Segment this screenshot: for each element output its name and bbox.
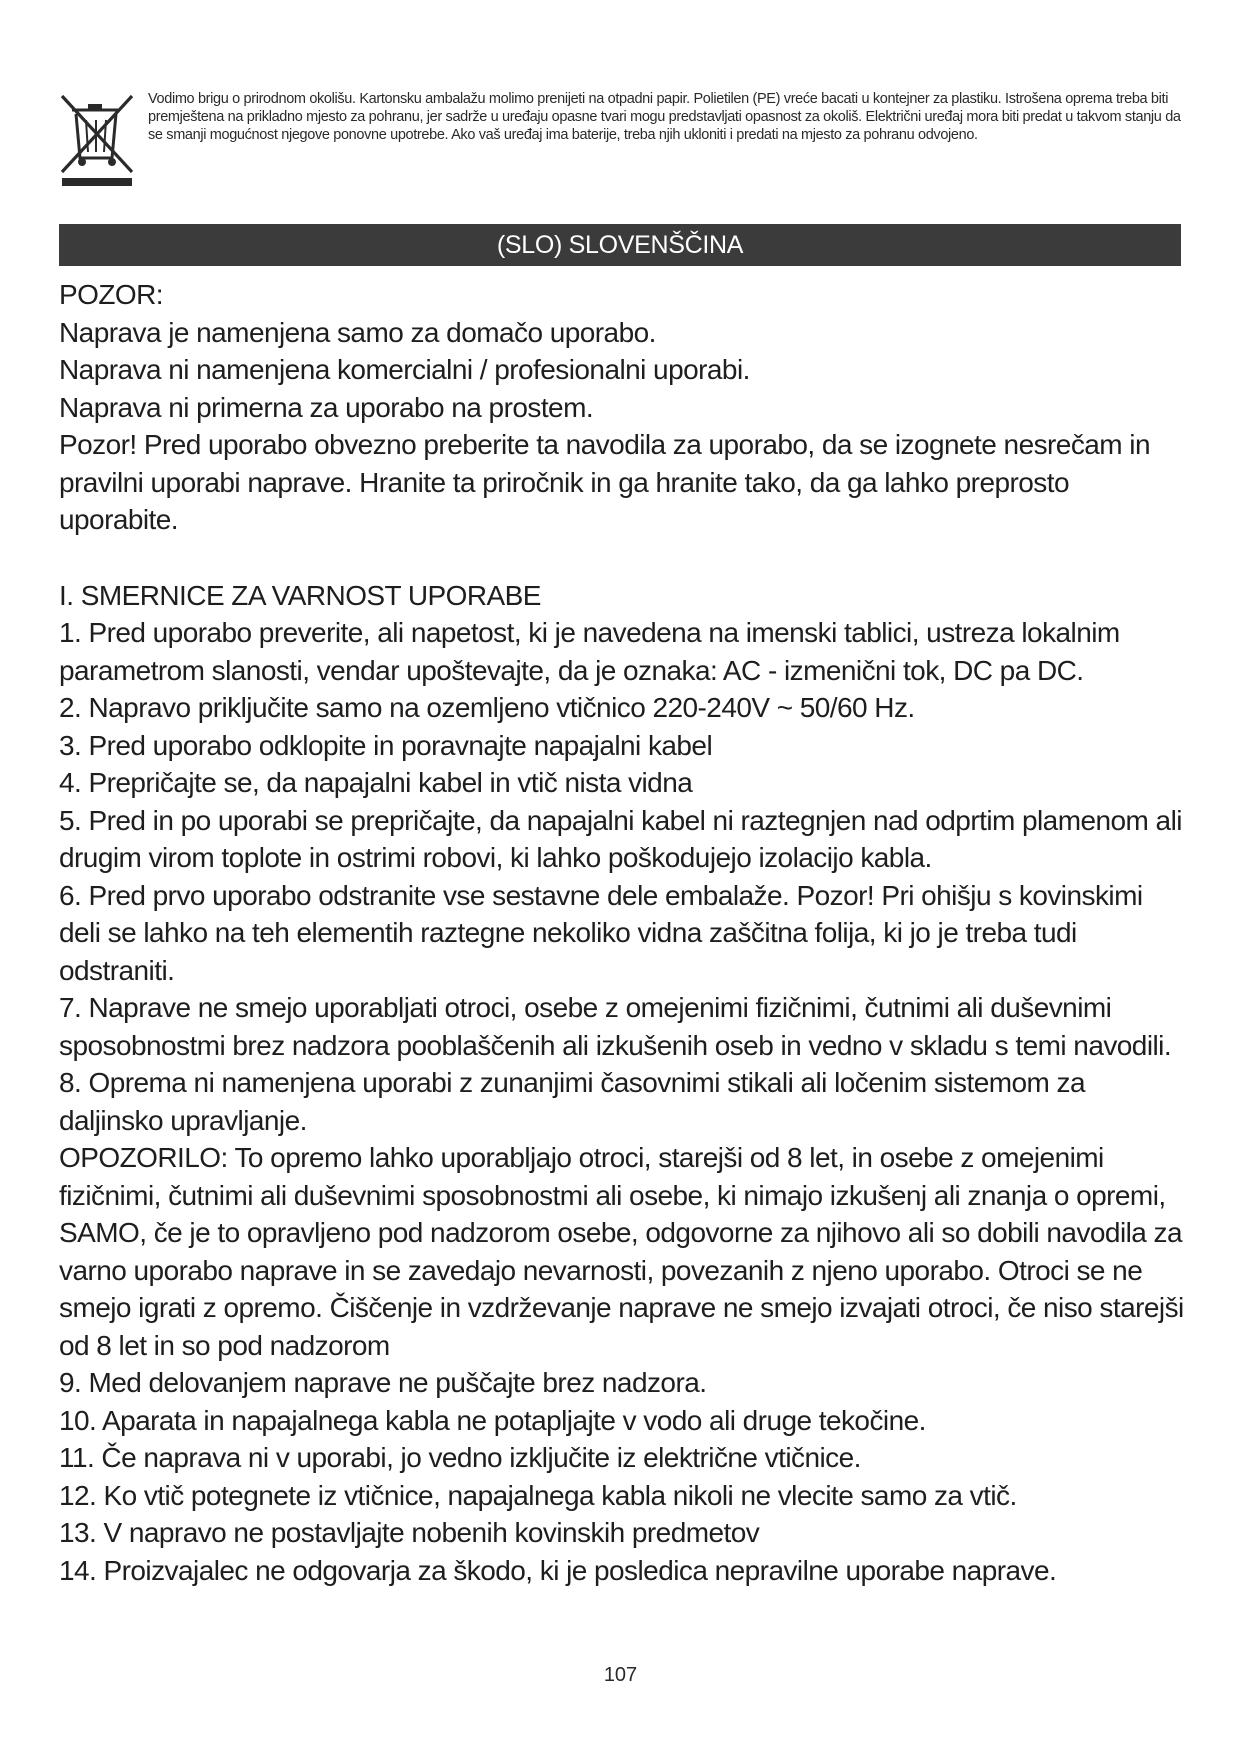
safety-item: 4. Prepričajte se, da napajalni kabel in vtič nista vidna: [59, 767, 693, 798]
intro-line: Naprava ni primerna za uporabo na prostem.: [59, 391, 594, 423]
recycling-notice-text: Vodimo brigu o prirodnom okolišu. Kartonsku ambalažu molimo prenijeti na otpadni papir. Polietilen (PE) vreće bacati u kontejner za plastiku. Istrošena oprema treba biti premještena na prikladno mjesto za pohranu, jer sadrže u uređaju opasne tvari mogu predstavljati opasnost za okoliš. Električni uređaj mora biti predat u takvom stanju da se smanji mogućnost njegove ponovne upotrebe. Ako vaš uređaj ima baterije, treba njih ukloniti i predati na mjesto za pohranu odvojeno.: [148, 91, 1181, 143]
crossed-out-wheelie-bin-icon: [58, 90, 136, 188]
safety-item: 12. Ko vtič potegnete iz vtičnice, napajalnega kabla nikoli ne vlecite samo za vtič.: [59, 1479, 1017, 1511]
safety-item: 5. Pred in po uporabi se prepričajte, da napajalni kabel ni raztegnjen nad odprtim plamenom ali drugim virom toplote in ostrimi robovi, ki lahko poškodujejo izolacijo kabla.: [59, 804, 1182, 873]
safety-item: 2. Napravo priključite samo na ozemljeno vtičnico 220-240V ~ 50/60 Hz.: [59, 692, 915, 723]
section-spacer: [59, 539, 1189, 577]
warning-heading: POZOR:: [59, 279, 164, 310]
intro-line: Naprava je namenjena samo za domačo uporabo.: [59, 316, 656, 348]
warning-paragraph: OPOZORILO: To opremo lahko uporabljajo otroci, starejši od 8 let, in osebe z omejenimi fizičnimi, čutnimi ali duševnimi sposobnostmi ali osebe, ki nimajo izkušenj ali znanja o opremi, SAMO, če je to opravljeno pod nadzorom osebe, odgovorne za njihovo ali so dobili navodila za varno uporabo naprave in se zavedajo nevarnosti, povezanih z njeno uporabo. Otroci se ne smejo igrati z opremo. Čiščenje in vzdrževanje naprave ne smejo izvajati otroci, če niso starejši od 8 let in so pod nadzorom: [59, 1142, 1184, 1361]
safety-item: 6. Pred prvo uporabo odstranite vse sestavne dele embalaže. Pozor! Pri ohišju s kovinskimi deli se lahko na teh elementih raztegne nekoliko vidna zaščitna folija, ki jo je treba tudi odstraniti.: [59, 879, 1143, 986]
document-body: [59, 276, 1189, 1589]
safety-item: 8. Oprema ni namenjena uporabi z zunanjimi časovnimi stikali ali ločenim sistemom za daljinsko upravljanje.: [59, 1067, 1086, 1136]
safety-item: 10. Aparata in napajalnega kabla ne potapljajte v vodo ali druge tekočine.: [59, 1404, 926, 1436]
safety-item: 11. Če naprava ni v uporabi, jo vedno izključite iz električne vtičnice.: [59, 1442, 861, 1473]
intro-paragraph: Pozor! Pred uporabo obvezno preberite ta navodila za uporabo, da se izognete nesrečam in pravilni uporabi naprave. Hranite ta priročnik in ga hranite tako, da ga lahko preprosto uporabite.: [59, 429, 1151, 535]
safety-item: 1. Pred uporabo preverite, ali napetost, ki je navedena na imenski tablici, ustreza lokalnim parametrom slanosti, vendar upoštevajte, da je oznaka: AC - izmenični tok, DC pa DC.: [59, 617, 1120, 686]
language-section-header: (SLO) SLOVENŠČINA: [59, 224, 1181, 266]
safety-item: 3. Pred uporabo odklopite in poravnajte napajalni kabel: [59, 729, 713, 761]
recycling-notice: [58, 90, 1186, 188]
page-number: 107: [603, 1664, 638, 1686]
intro-line: Naprava ni namenjena komercialni / profesionalni uporabi.: [59, 354, 750, 385]
safety-item: 14. Proizvajalec ne odgovarja za škodo, ki je posledica nepravilne uporabe naprave.: [59, 1554, 1057, 1586]
section-title: I. SMERNICE ZA VARNOST UPORABE: [59, 579, 541, 611]
safety-item: 7. Naprave ne smejo uporabljati otroci, osebe z omejenimi fizičnimi, čutnimi ali duševnimi sposobnostmi brez nadzora pooblaščenih ali izkušenih oseb in vedno v skladu s temi navodili.: [59, 992, 1172, 1061]
safety-item: 13. V napravo ne postavljajte nobenih kovinskih predmetov: [59, 1517, 760, 1548]
safety-item: 9. Med delovanjem naprave ne puščajte brez nadzora.: [59, 1367, 707, 1398]
